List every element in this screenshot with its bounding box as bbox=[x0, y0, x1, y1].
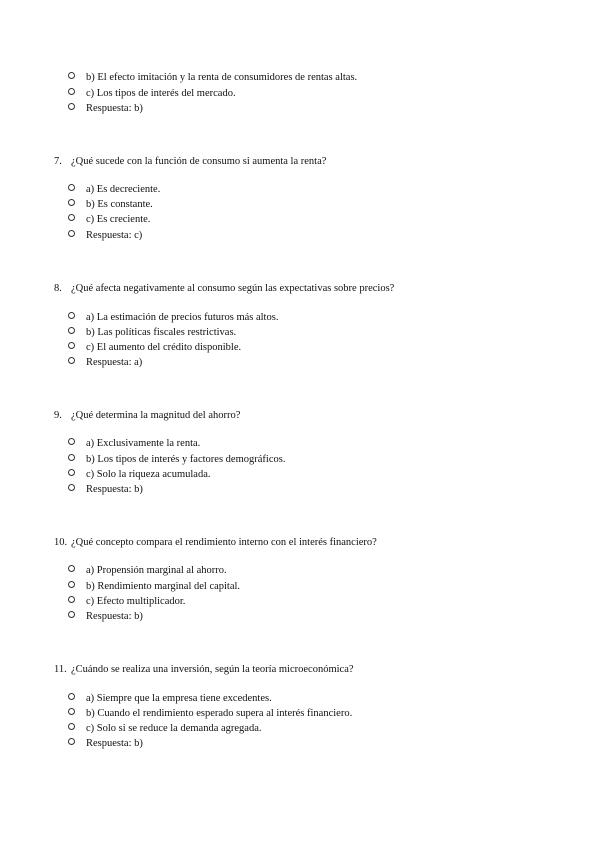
question-7: 7. ¿Qué sucede con la función de consumo si aumenta la renta? bbox=[54, 156, 327, 167]
option-item: b) Rendimiento marginal del capital. bbox=[68, 580, 240, 594]
question-10: 10. ¿Qué concepto compara el rendimiento interno con el interés financiero? bbox=[54, 537, 377, 548]
option-item: b) Cuando el rendimiento esperado supera al interés financiero. bbox=[68, 707, 352, 721]
option-item: b) Es constante. bbox=[68, 198, 153, 212]
bullet-icon bbox=[68, 565, 75, 572]
option-item: b) Los tipos de interés y factores demográficos. bbox=[68, 453, 285, 467]
option-item: b) Las políticas fiscales restrictivas. bbox=[68, 326, 236, 340]
bullet-icon bbox=[68, 342, 75, 349]
bullet-icon bbox=[68, 581, 75, 588]
bullet-icon bbox=[68, 103, 75, 110]
bullet-icon bbox=[68, 738, 75, 745]
answer-item: Respuesta: b) bbox=[68, 102, 143, 116]
bullet-icon bbox=[68, 596, 75, 603]
bullet-icon bbox=[68, 184, 75, 191]
bullet-icon bbox=[68, 327, 75, 334]
bullet-icon bbox=[68, 230, 75, 237]
answer-item: Respuesta: a) bbox=[68, 356, 142, 370]
option-item: a) Propensión marginal al ahorro. bbox=[68, 564, 227, 578]
option-item: a) Exclusivamente la renta. bbox=[68, 437, 200, 451]
bullet-icon bbox=[68, 357, 75, 364]
bullet-icon bbox=[68, 72, 75, 79]
option-item: a) Siempre que la empresa tiene excedentes. bbox=[68, 692, 272, 706]
bullet-icon bbox=[68, 484, 75, 491]
bullet-icon bbox=[68, 708, 75, 715]
question-11: 11. ¿Cuándo se realiza una inversión, según la teoría microeconómica? bbox=[54, 664, 354, 675]
bullet-icon bbox=[68, 454, 75, 461]
option-item: c) Es creciente. bbox=[68, 213, 150, 227]
option-item: a) La estimación de precios futuros más altos. bbox=[68, 311, 278, 325]
bullet-icon bbox=[68, 469, 75, 476]
option-item: c) Los tipos de interés del mercado. bbox=[68, 87, 236, 101]
option-item: c) Solo la riqueza acumulada. bbox=[68, 468, 211, 482]
bullet-icon bbox=[68, 214, 75, 221]
option-item: c) Efecto multiplicador. bbox=[68, 595, 185, 609]
answer-item: Respuesta: b) bbox=[68, 737, 143, 751]
question-9: 9. ¿Qué determina la magnitud del ahorro? bbox=[54, 410, 241, 421]
bullet-icon bbox=[68, 611, 75, 618]
bullet-icon bbox=[68, 438, 75, 445]
option-item: c) Solo si se reduce la demanda agregada. bbox=[68, 722, 262, 736]
answer-item: Respuesta: b) bbox=[68, 610, 143, 624]
option-item: c) El aumento del crédito disponible. bbox=[68, 341, 241, 355]
bullet-icon bbox=[68, 199, 75, 206]
bullet-icon bbox=[68, 312, 75, 319]
bullet-icon bbox=[68, 693, 75, 700]
bullet-icon bbox=[68, 723, 75, 730]
bullet-icon bbox=[68, 88, 75, 95]
option-item: b) El efecto imitación y la renta de consumidores de rentas altas. bbox=[68, 71, 357, 85]
answer-item: Respuesta: c) bbox=[68, 229, 142, 243]
answer-item: Respuesta: b) bbox=[68, 483, 143, 497]
option-item: a) Es decreciente. bbox=[68, 183, 160, 197]
question-8: 8. ¿Qué afecta negativamente al consumo según las expectativas sobre precios? bbox=[54, 283, 395, 294]
